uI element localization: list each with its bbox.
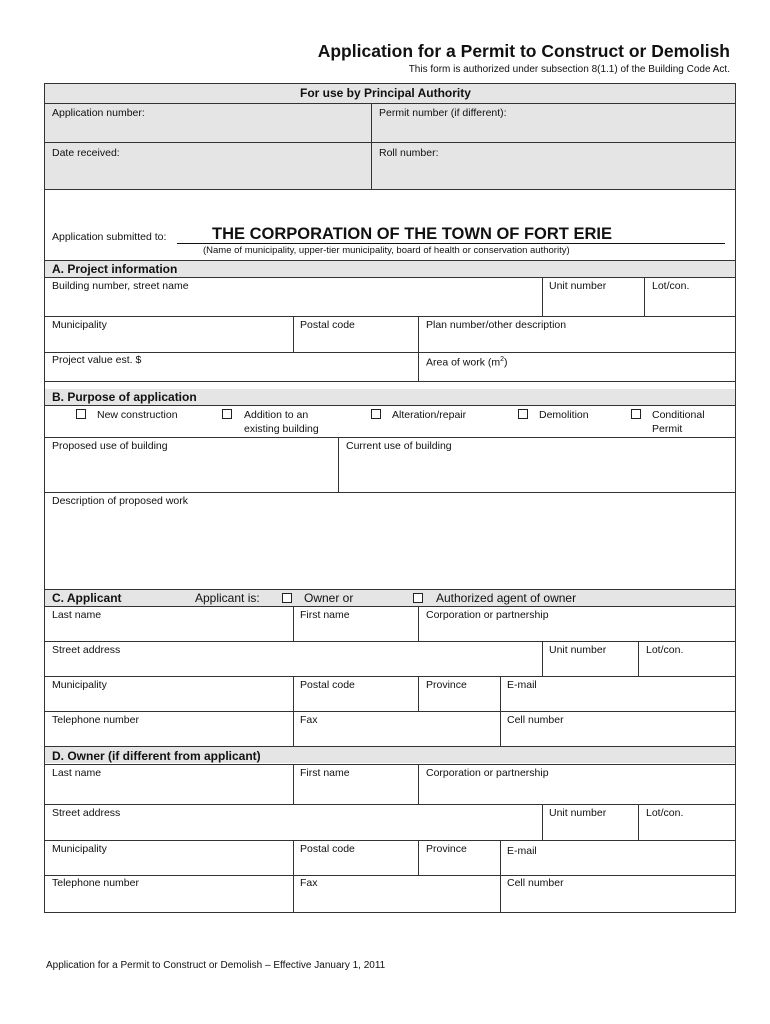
- c-last-name-field[interactable]: Last name: [52, 609, 102, 621]
- addition-label-2: existing building: [244, 423, 319, 435]
- c-lot-con-field[interactable]: Lot/con.: [646, 644, 684, 656]
- new-construction-label: New construction: [97, 409, 178, 421]
- section-a-heading: A. Project information: [52, 262, 178, 276]
- divider: [45, 764, 735, 765]
- divider: [418, 676, 419, 712]
- c-first-name-field[interactable]: First name: [300, 609, 350, 621]
- divider: [293, 606, 294, 642]
- c-postal-code-field[interactable]: Postal code: [300, 679, 355, 691]
- agent-label: Authorized agent of owner: [436, 591, 577, 605]
- divider: [45, 875, 735, 876]
- addition-label: Addition to an: [244, 409, 309, 421]
- d-email-field[interactable]: E-mail: [507, 845, 537, 857]
- project-value-field[interactable]: Project value est. $: [52, 354, 142, 366]
- d-street-address-field[interactable]: Street address: [52, 807, 121, 819]
- section-c-heading: C. Applicant: [52, 591, 122, 605]
- divider: [45, 711, 735, 712]
- divider: [45, 492, 735, 493]
- permit-number-field[interactable]: Permit number (if different):: [379, 107, 507, 119]
- new-construction-checkbox[interactable]: [76, 409, 86, 419]
- form-title: Application for a Permit to Construct or Demolish: [317, 41, 730, 61]
- divider: [418, 606, 419, 642]
- divider: [500, 840, 501, 912]
- plan-number-field[interactable]: Plan number/other description: [426, 319, 567, 331]
- c-street-address-field[interactable]: Street address: [52, 644, 121, 656]
- c-telephone-field[interactable]: Telephone number: [52, 714, 139, 726]
- section-b-heading: B. Purpose of application: [52, 390, 197, 404]
- area-label: Area of work (m: [426, 356, 501, 369]
- conditional-permit-checkbox[interactable]: [631, 409, 641, 419]
- area-sup: 2: [500, 356, 505, 363]
- divider: [45, 352, 735, 353]
- divider: [638, 641, 639, 677]
- c-fax-field[interactable]: Fax: [300, 714, 318, 726]
- divider: [45, 381, 735, 382]
- municipality-name[interactable]: THE CORPORATION OF THE TOWN OF FORT ERIE: [212, 225, 612, 243]
- divider: [293, 316, 294, 353]
- conditional-label-2: Permit: [652, 423, 683, 435]
- d-province-field[interactable]: Province: [426, 843, 467, 855]
- c-province-field[interactable]: Province: [426, 679, 467, 691]
- section-d-heading: D. Owner (if different from applicant): [52, 749, 261, 763]
- divider: [293, 764, 294, 804]
- divider: [418, 316, 419, 381]
- divider: [418, 840, 419, 876]
- divider: [293, 840, 294, 912]
- divider: [418, 764, 419, 804]
- divider: [45, 437, 735, 438]
- divider: [45, 676, 735, 677]
- submitted-to-label: Application submitted to:: [52, 231, 167, 243]
- divider: [45, 277, 735, 278]
- divider: [542, 804, 543, 840]
- alteration-label: Alteration/repair: [392, 409, 467, 421]
- municipality-field[interactable]: Municipality: [52, 319, 107, 331]
- divider: [638, 804, 639, 840]
- divider: [542, 641, 543, 677]
- demolition-label: Demolition: [539, 409, 589, 421]
- d-first-name-field[interactable]: First name: [300, 767, 350, 779]
- municipality-note: (Name of municipality, upper-tier municipality, board of health or conservation authority): [203, 245, 570, 256]
- divider: [45, 316, 735, 317]
- owner-label: Owner or: [304, 591, 354, 605]
- divider: [45, 840, 735, 841]
- c-municipality-field[interactable]: Municipality: [52, 679, 107, 691]
- d-corporation-field[interactable]: Corporation or partnership: [426, 767, 549, 779]
- d-unit-number-field[interactable]: Unit number: [549, 807, 607, 819]
- c-email-field[interactable]: E-mail: [507, 679, 537, 691]
- d-cell-field[interactable]: Cell number: [507, 877, 564, 889]
- unit-number-field[interactable]: Unit number: [549, 280, 607, 292]
- date-received-field[interactable]: Date received:: [52, 147, 120, 159]
- divider: [542, 277, 543, 316]
- applicant-is-label: Applicant is:: [195, 591, 260, 605]
- proposed-use-field[interactable]: Proposed use of building: [52, 440, 168, 452]
- c-corporation-field[interactable]: Corporation or partnership: [426, 609, 549, 621]
- footer-text: Application for a Permit to Construct or Demolish – Effective January 1, 2011: [46, 960, 386, 971]
- roll-number-field[interactable]: Roll number:: [379, 147, 439, 159]
- lot-con-field[interactable]: Lot/con.: [652, 280, 690, 292]
- addition-checkbox[interactable]: [222, 409, 232, 419]
- d-lot-con-field[interactable]: Lot/con.: [646, 807, 684, 819]
- d-postal-code-field[interactable]: Postal code: [300, 843, 355, 855]
- application-number-field[interactable]: Application number:: [52, 107, 145, 119]
- d-last-name-field[interactable]: Last name: [52, 767, 102, 779]
- postal-code-field[interactable]: Postal code: [300, 319, 355, 331]
- owner-checkbox[interactable]: [282, 593, 292, 603]
- form-subtitle: This form is authorized under subsection 8(1.1) of the Building Code Act.: [408, 64, 730, 75]
- divider: [45, 641, 735, 642]
- conditional-label: Conditional: [652, 409, 705, 421]
- alteration-checkbox[interactable]: [371, 409, 381, 419]
- divider: [644, 277, 645, 316]
- divider: [45, 606, 735, 607]
- divider: [45, 189, 735, 190]
- d-telephone-field[interactable]: Telephone number: [52, 877, 139, 889]
- divider: [338, 437, 339, 493]
- current-use-field[interactable]: Current use of building: [346, 440, 452, 452]
- authority-heading: For use by Principal Authority: [300, 86, 471, 100]
- c-cell-field[interactable]: Cell number: [507, 714, 564, 726]
- description-field[interactable]: Description of proposed work: [52, 495, 188, 507]
- section-c-band: [45, 590, 735, 606]
- d-municipality-field[interactable]: Municipality: [52, 843, 107, 855]
- divider: [45, 103, 735, 104]
- area-close: ): [504, 356, 508, 369]
- c-unit-number-field[interactable]: Unit number: [549, 644, 607, 656]
- building-street-field[interactable]: Building number, street name: [52, 280, 189, 292]
- d-fax-field[interactable]: Fax: [300, 877, 318, 889]
- divider: [371, 103, 372, 189]
- divider: [45, 405, 735, 406]
- area-of-work-field[interactable]: [426, 356, 508, 369]
- divider: [45, 804, 735, 805]
- agent-checkbox[interactable]: [413, 593, 423, 603]
- divider: [45, 142, 735, 143]
- demolition-checkbox[interactable]: [518, 409, 528, 419]
